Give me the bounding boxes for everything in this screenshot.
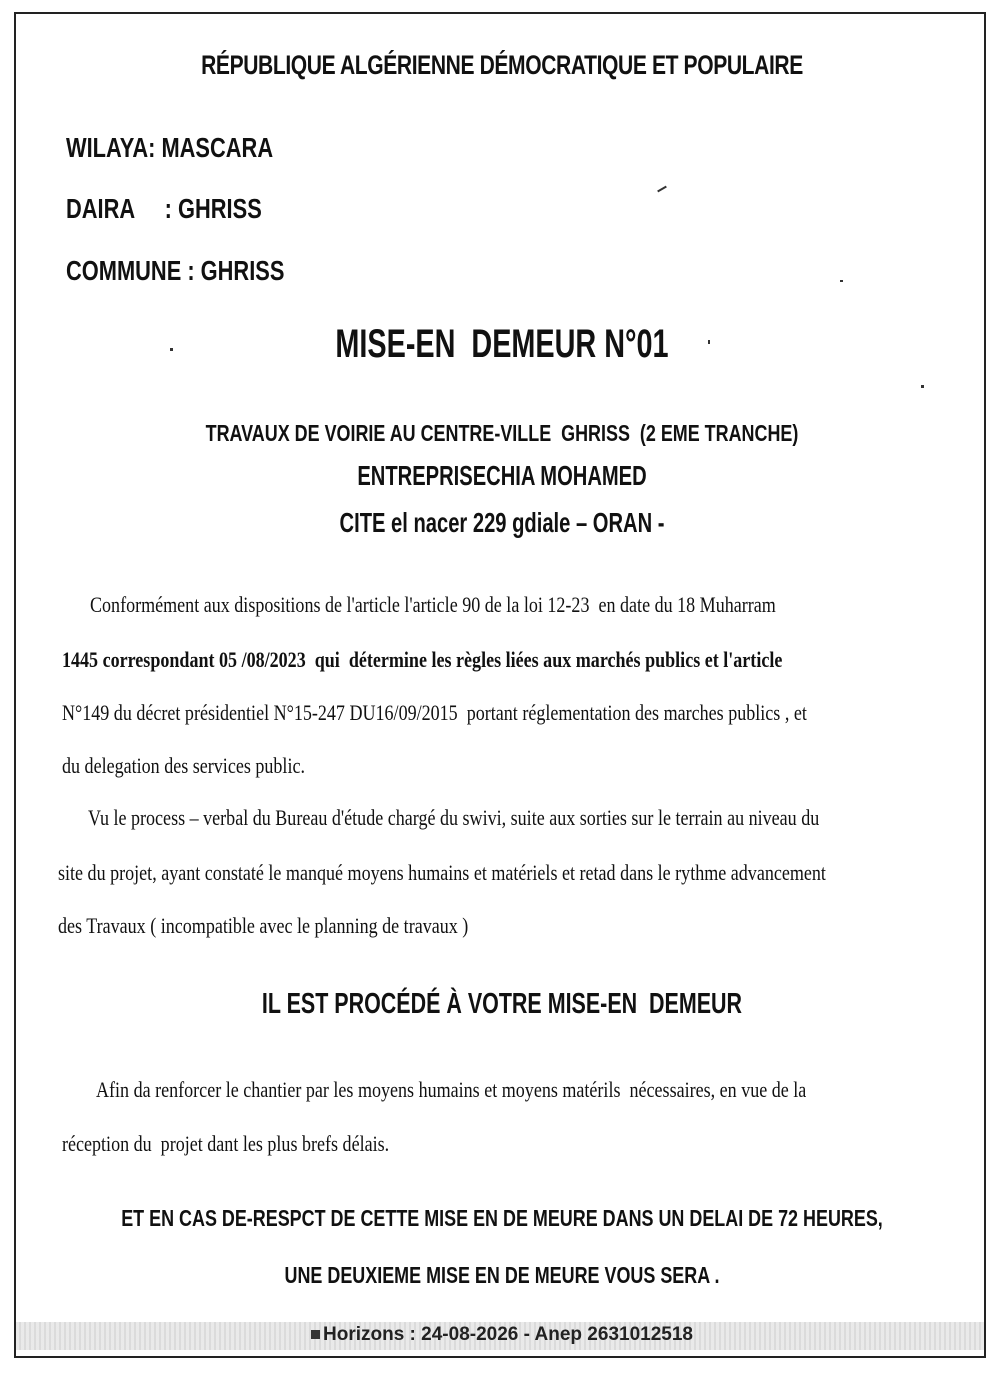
paragraph-line: Vu le process – verbal du Bureau d'étude chargé du swivi, suite aux sorties sur le terrain au niveau du	[88, 805, 820, 830]
paragraph-line: réception du projet dant les plus brefs délais.	[62, 1131, 390, 1156]
company-address: CITE el nacer 229 gdiale – ORAN -	[339, 507, 665, 538]
square-bullet-icon	[311, 1330, 320, 1339]
republic-heading: RÉPUBLIQUE ALGÉRIENNE DÉMOCRATIQUE ET POPULAIRE	[201, 50, 803, 80]
scan-speck	[921, 385, 924, 388]
paragraph-line: 1445 correspondant 05 /08/2023 qui détermine les règles liées aux marchés publics et l'article	[62, 647, 783, 672]
company-name: ENTREPRISECHIA MOHAMED	[357, 460, 647, 491]
project-line: TRAVAUX DE VOIRIE AU CENTRE-VILLE GHRISS (2 EME TRANCHE)	[205, 420, 799, 446]
footer-text: Horizons : 24-08-2026 - Anep 2631012518	[323, 1324, 693, 1345]
procede-heading: IL EST PROCÉDÉ À VOTRE MISE-EN DEMEUR	[261, 988, 743, 1020]
warning-line: UNE DEUXIEME MISE EN DE MEURE VOUS SERA .	[284, 1262, 720, 1288]
document-title: MISE-EN DEMEUR N°01	[335, 322, 669, 366]
paragraph-line: du delegation des services public.	[62, 753, 305, 778]
scan-speck	[170, 348, 173, 351]
paragraph-line: N°149 du décret présidentiel N°15-247 DU16/09/2015 portant réglementation des marches publics , et	[62, 700, 807, 725]
daira-line: DAIRA : GHRISS	[66, 193, 262, 224]
footer-credit	[0, 1324, 1004, 1346]
paragraph-line: site du projet, ayant constaté le manqué moyens humains et matériels et retad dans le rythme advancement	[58, 860, 826, 885]
warning-line: ET EN CAS DE-RESPCT DE CETTE MISE EN DE MEURE DANS UN DELAI DE 72 HEURES,	[121, 1205, 883, 1231]
scan-speck	[840, 280, 843, 282]
wilaya-line: WILAYA: MASCARA	[66, 132, 274, 163]
paragraph-line: des Travaux ( incompatible avec le planning de travaux )	[58, 913, 469, 938]
paragraph-line: Conformément aux dispositions de l'article l'article 90 de la loi 12-23 en date du 18 Muharram	[90, 592, 776, 617]
scan-speck	[708, 340, 710, 344]
paragraph-line: Afin da renforcer le chantier par les moyens humains et moyens matérils nécessaires, en vue de la	[96, 1077, 807, 1102]
commune-line: COMMUNE : GHRISS	[66, 255, 285, 286]
